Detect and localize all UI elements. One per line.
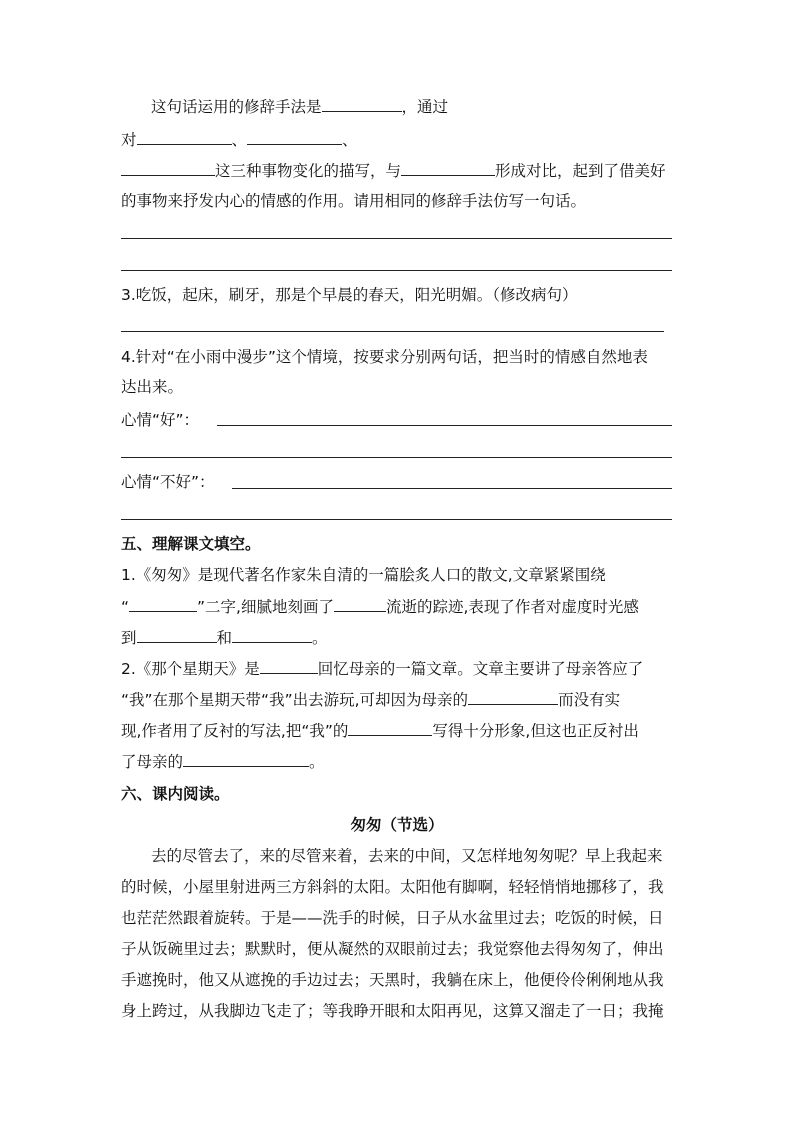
question-text: 对 (121, 131, 137, 149)
sec5-q2-line-1 (121, 658, 643, 679)
rhetoric-question-line-4: 的事物来抒发内心的情感的作用。请用相同的修辞手法仿写一句话。 (121, 192, 587, 210)
answer-blank-reason[interactable] (468, 689, 558, 705)
question-text: 。 (312, 629, 328, 647)
passage-title: 匆匆（节选） (350, 816, 444, 834)
question-text: 回忆母亲的一篇文章。文章主要讲了母亲答应了 (317, 660, 644, 678)
answer-line-mood-good[interactable] (217, 425, 672, 426)
answer-blank-key-word[interactable] (129, 596, 197, 612)
answer-line[interactable] (121, 457, 672, 458)
question-3-text: 3.吃饭，起床，刷牙，那是个早晨的春天，阳光明媚。（修改病句） (121, 286, 578, 304)
sec5-q2-line-4 (121, 751, 325, 772)
question-text: 和 (216, 629, 233, 647)
passage-line: 手遮挽时，他又从遮挽的手边过去；天黑时，我躺在床上，他便伶伶俐俐地从我 (121, 971, 664, 989)
question-text: 。 (309, 753, 325, 771)
answer-blank-feeling-1[interactable] (137, 627, 217, 643)
passage-line: 的时候，小屋里射进两三方斜斜的太阳。太阳他有脚啊，轻轻悄悄地挪移了，我 (121, 878, 664, 896)
sec5-q2-line-3 (121, 720, 639, 741)
answer-blank-author[interactable] (260, 658, 318, 674)
answer-line[interactable] (121, 331, 664, 332)
answer-line[interactable] (121, 270, 672, 271)
answer-line[interactable] (121, 519, 672, 520)
answer-blank-thing-1[interactable] (137, 129, 232, 145)
question-text: 、 (342, 131, 358, 149)
rhetoric-question-line-3 (121, 160, 666, 181)
question-4-line-2: 达出来。 (121, 378, 184, 396)
sec5-q2-line-2 (121, 689, 620, 710)
question-4-line-1: 4.针对“在小雨中漫步”这个情境，按要求分别两句话，把当时的情感自然地表 (121, 348, 648, 366)
section-5-heading: 五、理解课文填空。 (121, 535, 261, 553)
passage-line: 身上跨过，从我脚边飞走了；等我睁开眼和太阳再见，这算又溜走了一日；我掩 (121, 1002, 664, 1020)
passage-line: 子从饭碗里过去；默默时，便从凝然的双眼前过去；我觉察他去得匆匆了，伸出 (121, 940, 664, 958)
answer-blank-device[interactable] (322, 96, 402, 112)
answer-line[interactable] (121, 238, 672, 239)
passage-line: 也茫茫然跟着旋转。于是——洗手的时候，日子从水盆里过去；吃饭的时候，日 (121, 909, 664, 927)
question-text: ”二字,细腻地刻画了 (197, 598, 334, 616)
question-text: 而没有实 (558, 691, 621, 709)
question-text: 形成对比，起到了借美好 (495, 162, 666, 180)
mood-good-label: 心情“好”： (121, 411, 200, 429)
question-text: “我”在那个星期天带“我”出去游玩,可却因为母亲的 (121, 691, 469, 709)
sec5-q1-line-3 (121, 627, 328, 648)
rhetoric-question-line-1 (151, 96, 448, 117)
answer-blank-mood[interactable] (348, 720, 432, 736)
sec5-q1-line-1: 1.《匆匆》是现代著名作家朱自清的一篇脍炙人口的散文,文章紧紧围绕 (121, 566, 606, 584)
answer-blank-mother-trait[interactable] (183, 751, 309, 767)
section-6-heading: 六、课内阅读。 (121, 785, 230, 803)
passage-line: 去的尽管去了，来的尽管来着，去来的中间，又怎样地匆匆呢？早上我起来 (151, 847, 663, 865)
answer-blank-thing-3[interactable] (121, 160, 215, 176)
sec5-q1-line-2 (121, 596, 639, 617)
mood-bad-label: 心情“不好”： (121, 473, 215, 491)
answer-blank-feeling-2[interactable] (232, 627, 312, 643)
rhetoric-question-line-2 (121, 129, 358, 150)
answer-blank-contrast[interactable] (401, 160, 495, 176)
answer-line-mood-bad[interactable] (232, 488, 672, 489)
question-text: 流逝的踪迹,表现了作者对虚度时光感 (386, 598, 639, 616)
question-text: 这句话运用的修辞手法是 (151, 98, 322, 116)
question-text: 写得十分形象,但这也正反衬出 (432, 722, 639, 740)
question-text: 2.《那个星期天》是 (121, 660, 260, 678)
question-text: 这三种事物变化的描写，与 (215, 162, 402, 180)
question-text: ，通过 (401, 98, 449, 116)
question-text: 了母亲的 (121, 753, 184, 771)
question-text: 到 (121, 629, 137, 647)
question-text: “ (121, 598, 130, 616)
answer-blank-time[interactable] (334, 596, 386, 612)
question-text: 现,作者用了反衬的写法,把“我”的 (121, 722, 349, 740)
answer-blank-thing-2[interactable] (247, 129, 342, 145)
question-text: 、 (231, 131, 248, 149)
